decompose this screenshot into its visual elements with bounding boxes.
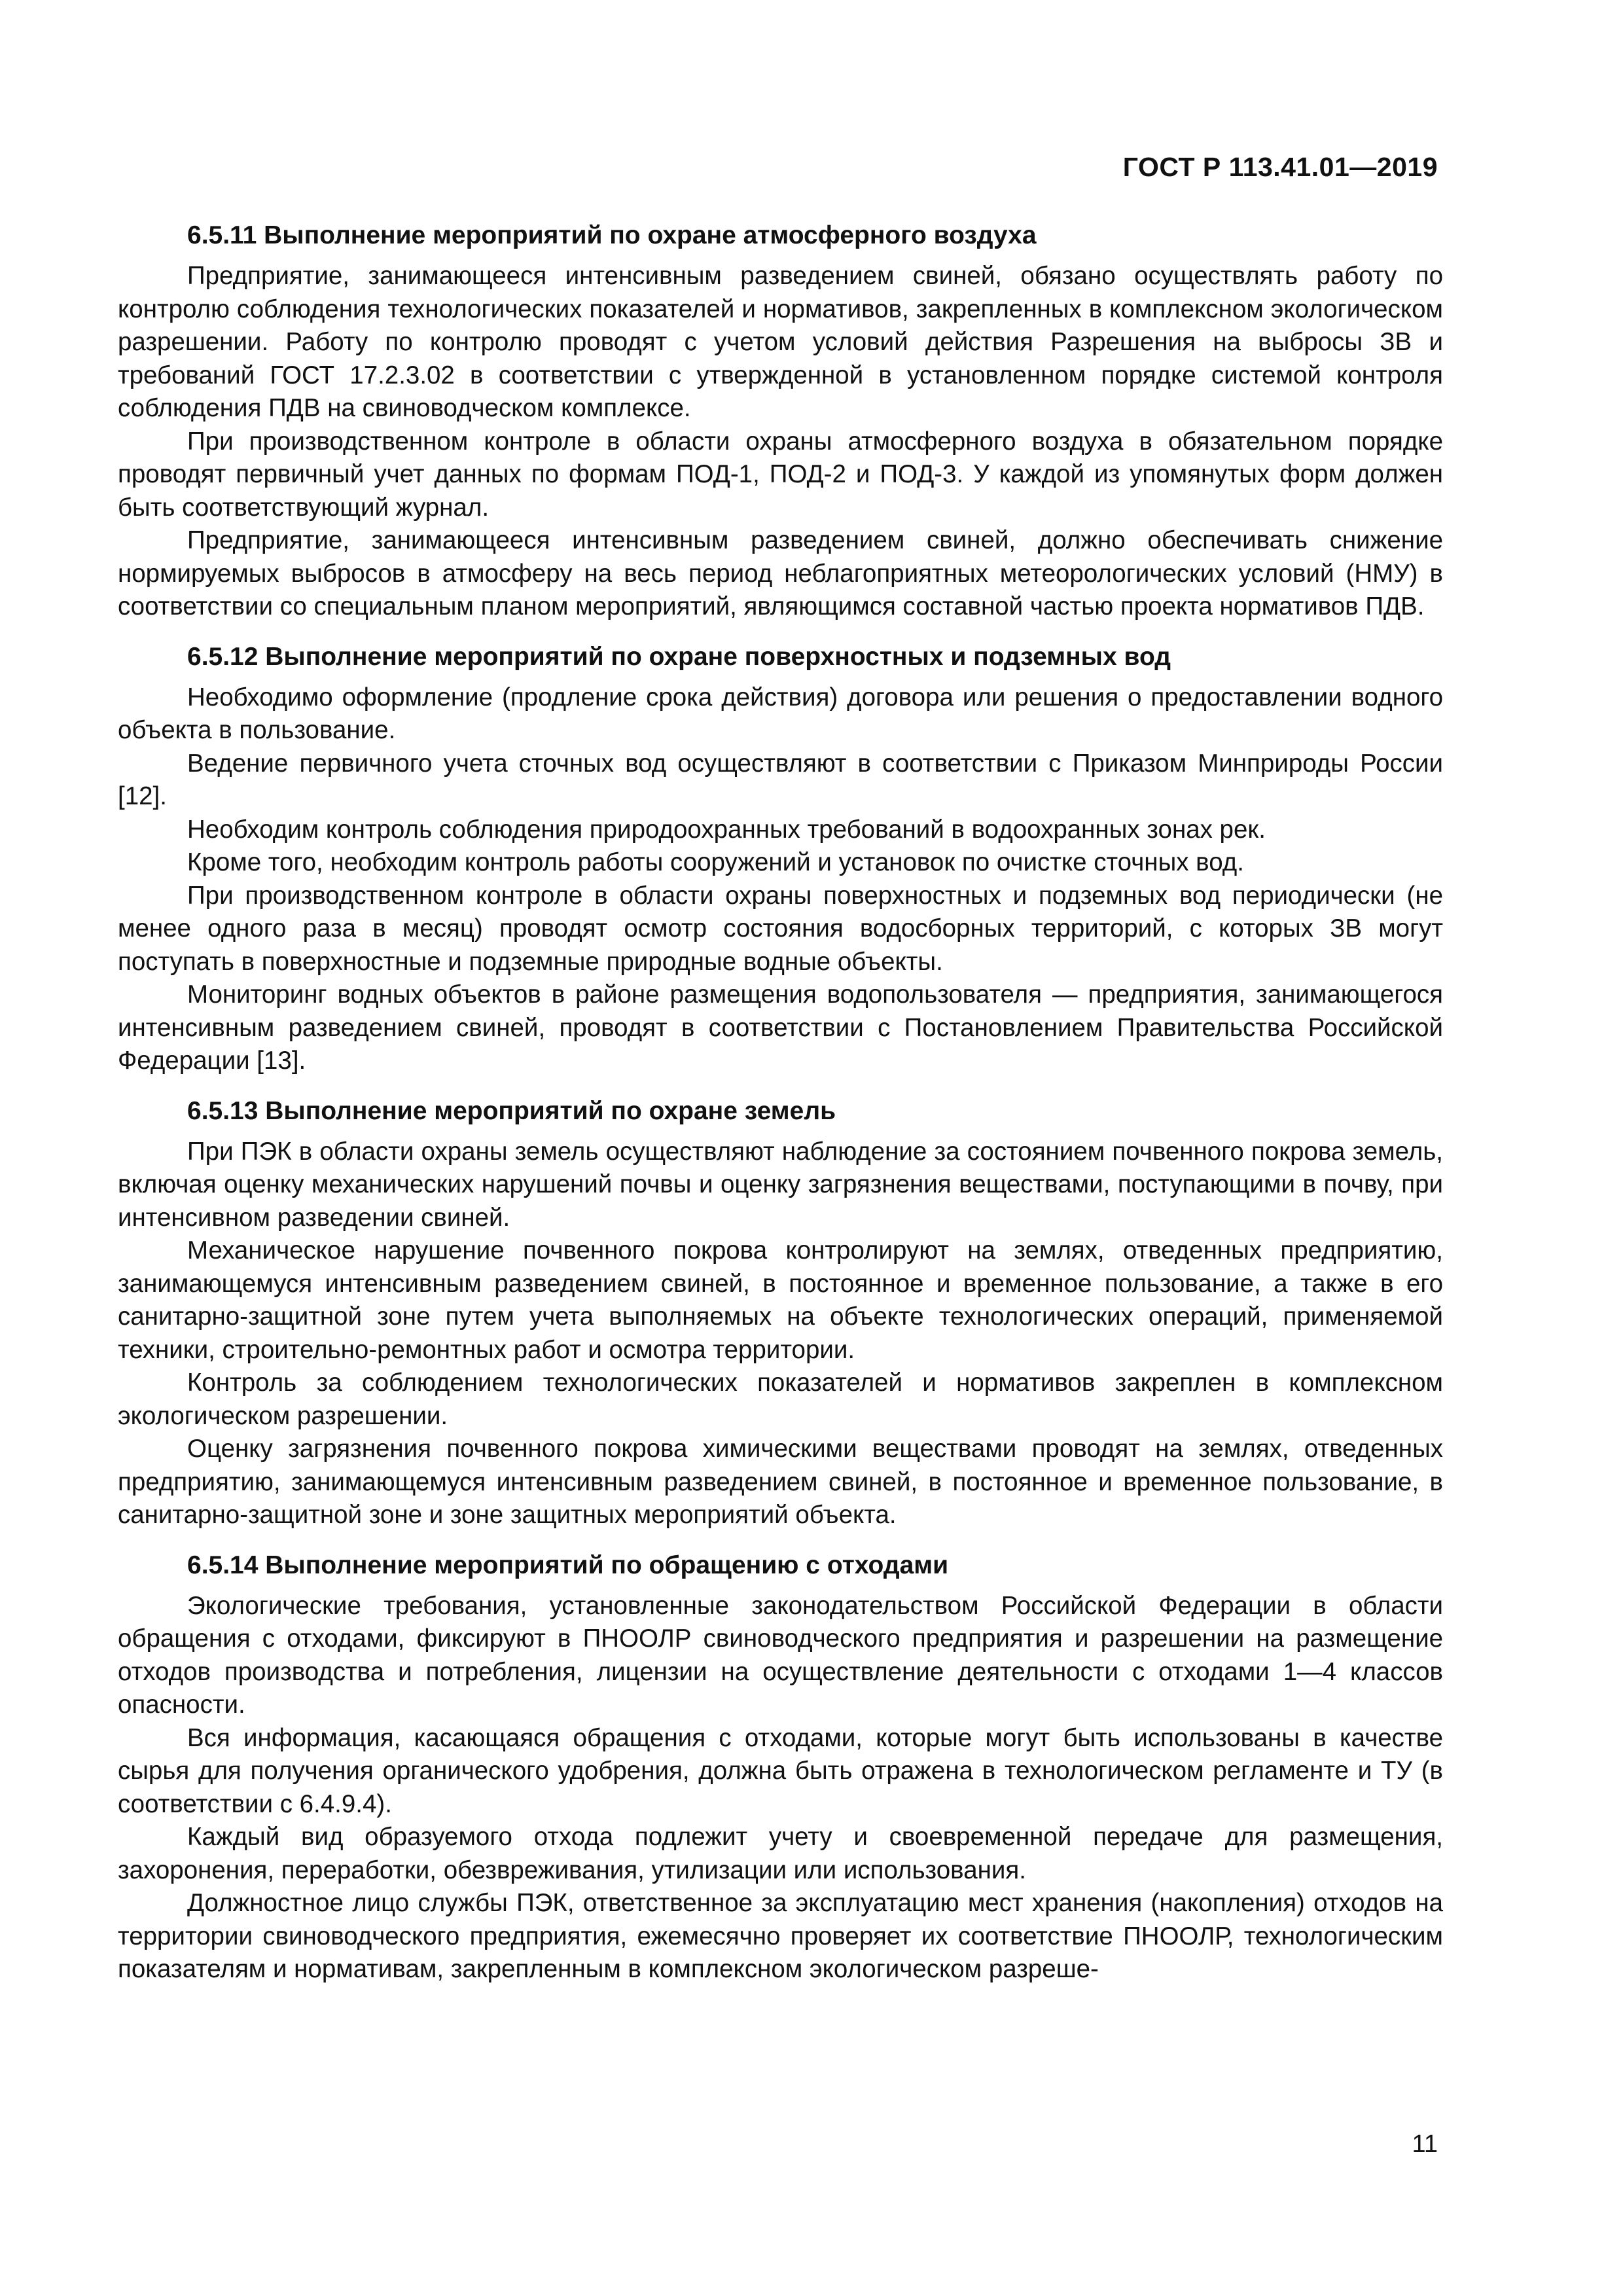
paragraph: Мониторинг водных объектов в районе размещения водопользователя — предприятия, занимающегося интенсивным разведением свиней, проводят в соответствии с Постановлением Правительства Российской Федерации [13]. (118, 980, 1443, 1075)
paragraph: Должностное лицо службы ПЭК, ответственное за эксплуатацию мест хранения (накопления) отходов на территории свиноводческого предприятия, ежемесячно проверяет их соответствие ПНООЛР, технологическим показателям и нормативам, закрепленным в комплексном экологическом разреше- (118, 1889, 1443, 1983)
paragraph: Контроль за соблюдением технологических показателей и нормативов закреплен в комплексном экологическом разрешении. (118, 1369, 1443, 1430)
paragraph: Вся информация, касающаяся обращения с отходами, которые могут быть использованы в качестве сырья для получения органического удобрения, должна быть отражена в технологическом регламенте и ТУ (в соответствии с 6.4.9.4). (118, 1723, 1443, 1818)
paragraph: Оценку загрязнения почвенного покрова химическими веществами проводят на землях, отведенных предприятию, занимающемуся интенсивным разведением свиней, в постоянное и временное пользование, в санитарно-защитной зоне и зоне защитных мероприятий объекта. (118, 1435, 1443, 1529)
document-body (118, 219, 1443, 2003)
section-heading: 6.5.11 Выполнение мероприятий по охране атмосферного воздуха (187, 221, 1037, 249)
paragraph: Кроме того, необходим контроль работы сооружений и установок по очистке сточных вод. (187, 848, 1244, 876)
page-number: 11 (1412, 2130, 1438, 2158)
paragraph: Предприятие, занимающееся интенсивным разведением свиней, должно обеспечивать снижение нормируемых выбросов в атмосферу на весь период неблагоприятных метеорологических условий (НМУ) в соответствии со специальным планом мероприятий, являющимся составной частью проекта нормативов ПДВ. (118, 526, 1443, 620)
document-code: ГОСТ Р 113.41.01—2019 (1122, 152, 1438, 182)
section-6-5-11 (118, 219, 1443, 624)
paragraph: При производственном контроле в области охраны поверхностных и подземных вод периодически (не менее одного раза в месяц) проводят осмотр состояния водосборных территорий, с которых ЗВ могут поступать в поверхностные и подземные природные водные объекты. (118, 881, 1443, 976)
section-6-5-13 (118, 1095, 1443, 1532)
section-heading: 6.5.14 Выполнение мероприятий по обращению с отходами (187, 1551, 949, 1579)
section-heading: 6.5.12 Выполнение мероприятий по охране поверхностных и подземных вод (187, 642, 1171, 671)
paragraph: Механическое нарушение почвенного покрова контролируют на землях, отведенных предприятию, занимающемуся интенсивным разведением свиней, в постоянное и временное пользование, а также в его санитарно-защитной зоне путем учета выполняемых на объекте технологических операций, применяемой техники, строительно-ремонтных работ и осмотра территории. (118, 1236, 1443, 1364)
section-heading: 6.5.13 Выполнение мероприятий по охране земель (187, 1096, 836, 1125)
section-6-5-12 (118, 641, 1443, 1078)
paragraph: При ПЭК в области охраны земель осуществляют наблюдение за состоянием почвенного покрова земель, включая оценку механических нарушений почвы и оценку загрязнения веществами, поступающими в почву, при интенсивном разведении свиней. (118, 1137, 1443, 1232)
paragraph: Экологические требования, установленные законодательством Российской Федерации в области обращения с отходами, фиксируют в ПНООЛР свиноводческого предприятия и разрешении на размещение отходов производства и потребления, лицензии на осуществление деятельности с отходами 1—4 классов опасности. (118, 1591, 1443, 1719)
paragraph: Необходим контроль соблюдения природоохранных требований в водоохранных зонах рек. (187, 815, 1266, 844)
paragraph: Каждый вид образуемого отхода подлежит учету и своевременной передаче для размещения, захоронения, переработки, обезвреживания, утилизации или использования. (118, 1823, 1443, 1884)
section-6-5-14 (118, 1549, 1443, 1986)
paragraph: Предприятие, занимающееся интенсивным разведением свиней, обязано осуществлять работу по контролю соблюдения технологических показателей и нормативов, закрепленных в комплексном экологическом разрешении. Работу по контролю проводят с учетом условий действия Разрешения на выбросы ЗВ и требований ГОСТ 17.2.3.02 в соответствии с утвержденной в установленном порядке системой контроля соблюдения ПДВ на свиноводческом комплексе. (118, 262, 1443, 422)
paragraph: Необходимо оформление (продление срока действия) договора или решения о предоставлении водного объекта в пользование. (118, 683, 1443, 744)
paragraph: При производственном контроле в области охраны атмосферного воздуха в обязательном порядке проводят первичный учет данных по формам ПОД-1, ПОД-2 и ПОД-3. У каждой из упомянутых форм должен быть соответствующий журнал. (118, 427, 1443, 522)
paragraph: Ведение первичного учета сточных вод осуществляют в соответствии с Приказом Минприроды России [12]. (118, 749, 1443, 810)
